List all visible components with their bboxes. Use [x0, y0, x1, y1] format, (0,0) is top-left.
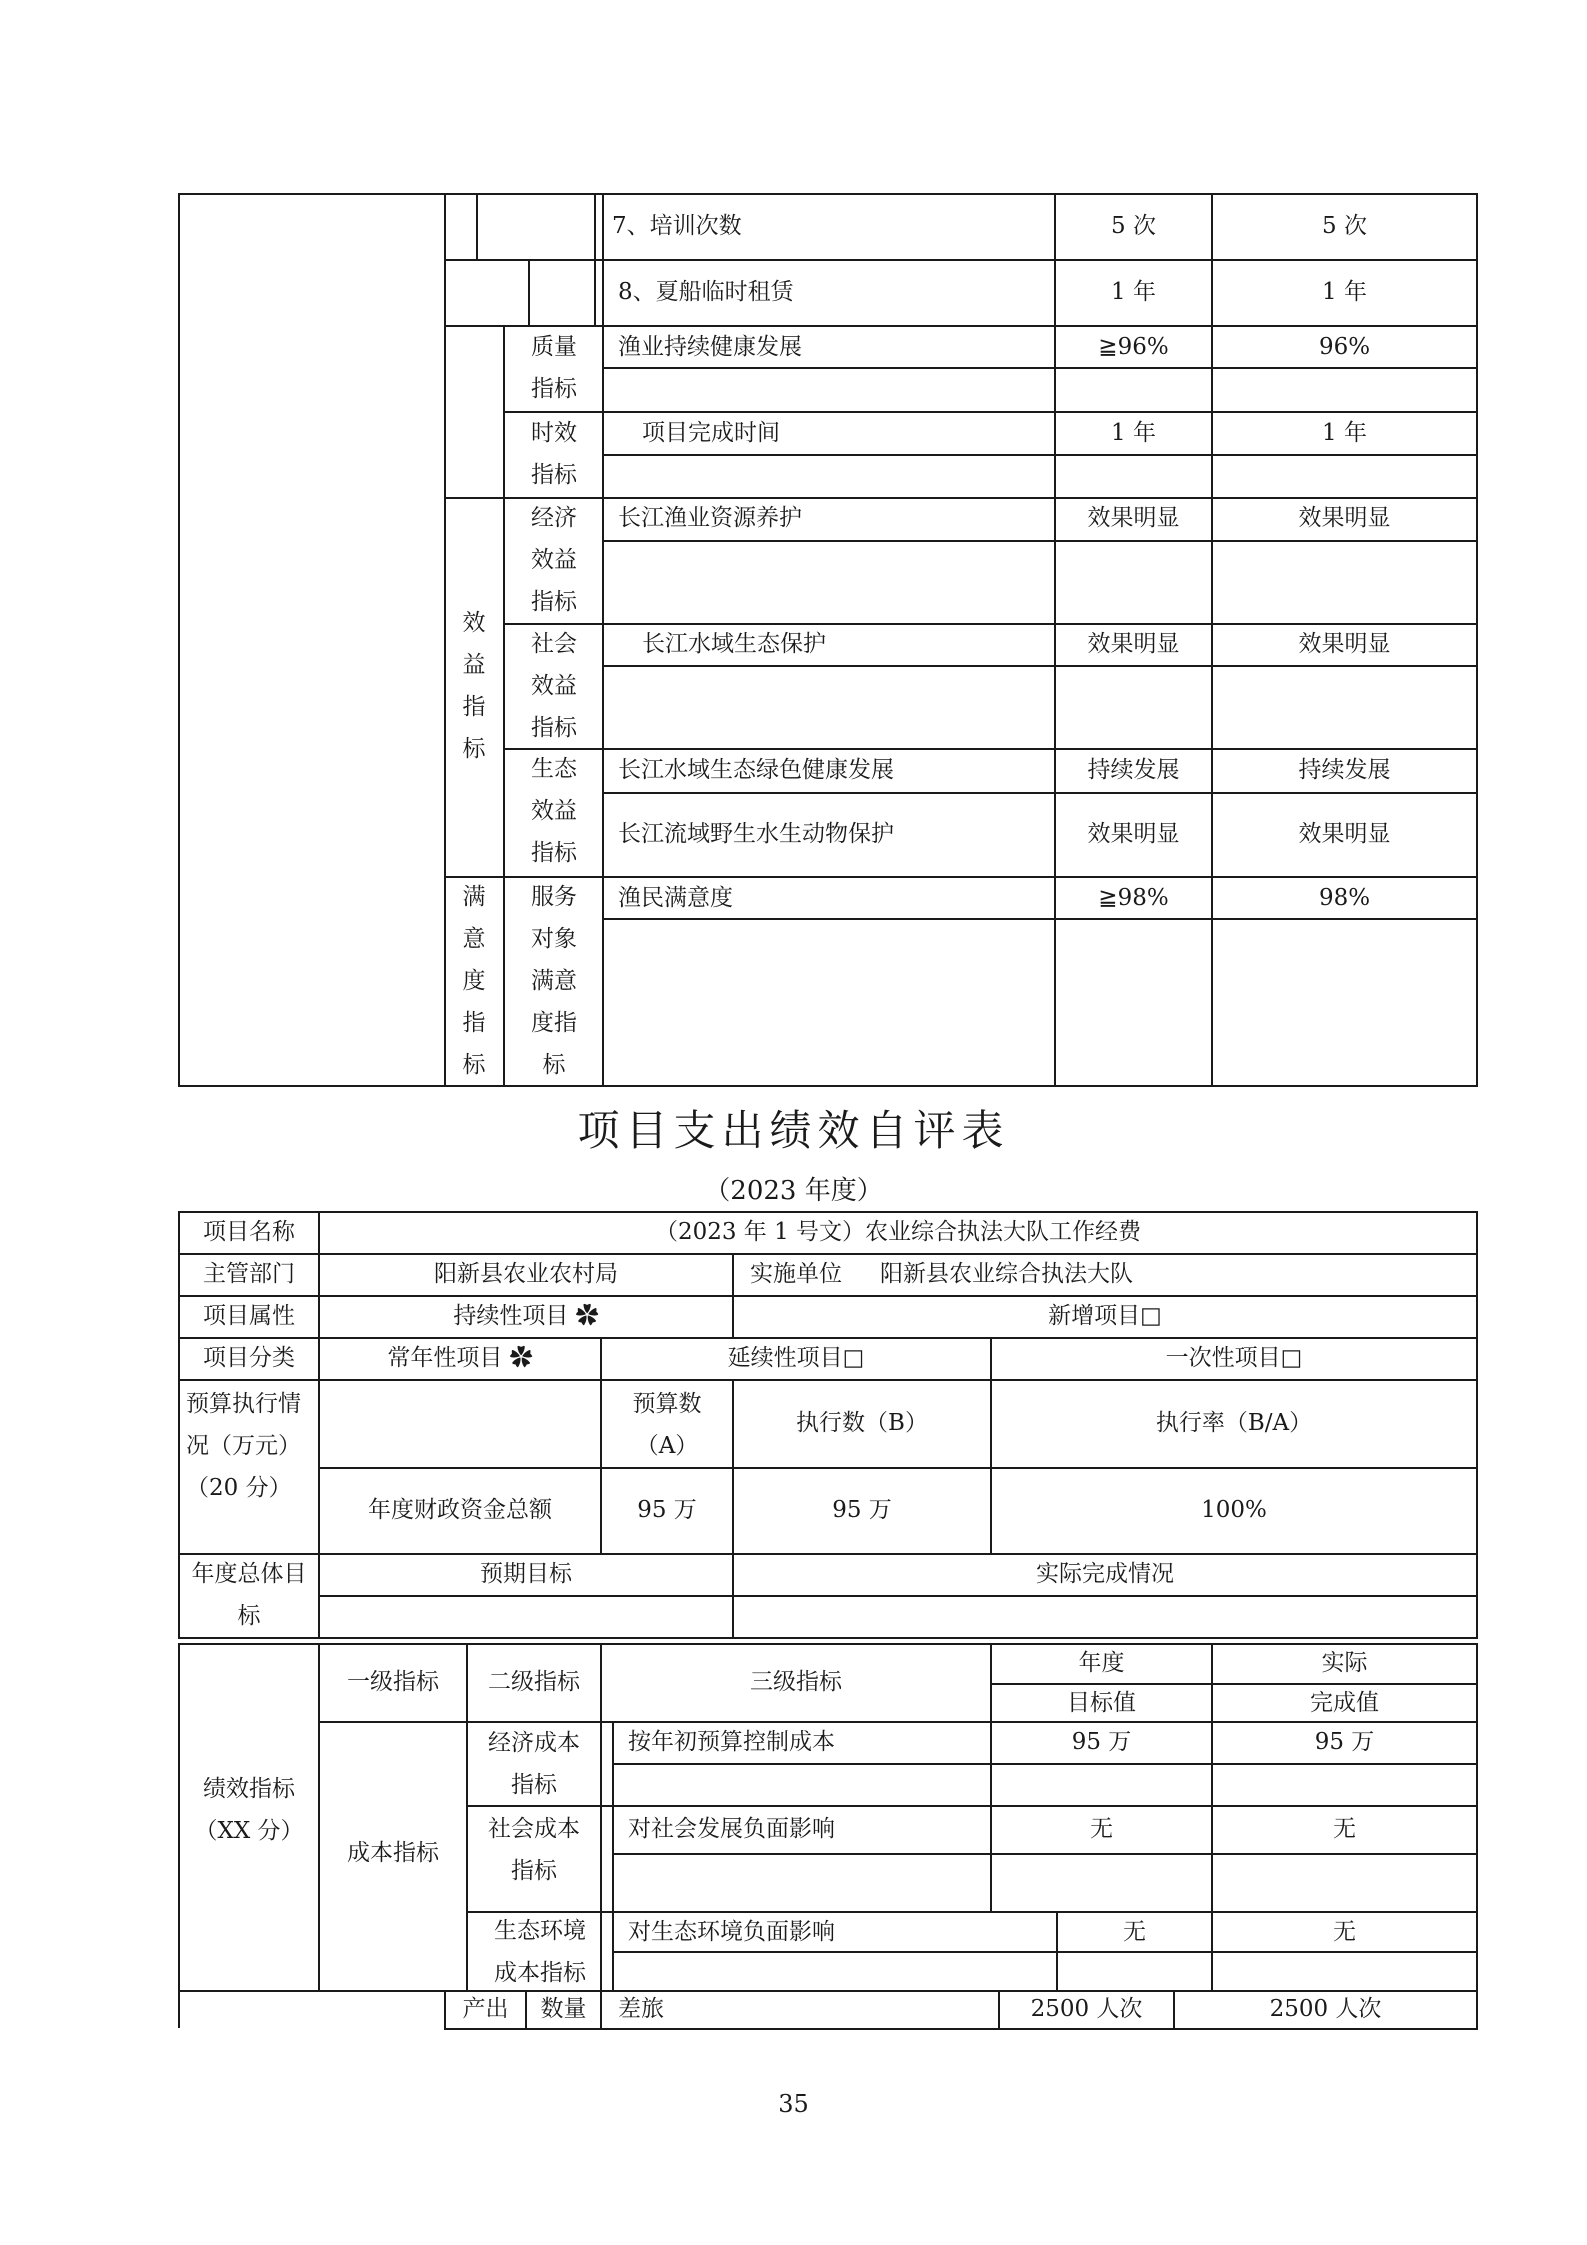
impl-label: 实施单位	[750, 1261, 842, 1287]
attr-label: 项目属性	[203, 1303, 295, 1329]
target-completion-time: 1 年	[1111, 420, 1156, 446]
actual-fisher-satisfaction: 98%	[1318, 885, 1371, 911]
indicator-training-count: 7、培训次数	[612, 213, 742, 239]
indicator-boat-rental: 8、夏船临时租赁	[618, 279, 794, 305]
cost-target-social: 无	[1090, 1816, 1113, 1842]
impl-value: 阳新县农业综合执法大队	[880, 1261, 1133, 1287]
cost-target-eco: 无	[1123, 1919, 1146, 1945]
exec-label: 执行数（B）	[796, 1410, 928, 1436]
eco-cost-label: 生态环境成本指标	[494, 1918, 586, 1986]
check-mark-icon: ✿	[575, 1303, 599, 1329]
quantity-label: 数量	[540, 1996, 587, 2022]
header-level3: 三级指标	[750, 1669, 842, 1695]
actual-boat-rental: 1 年	[1322, 279, 1367, 305]
level2-service: 服务对象满意度指标	[531, 884, 577, 1078]
dept-value: 阳新县农业农村局	[434, 1261, 618, 1287]
indicator-wildlife-protection: 长江流域野生水生动物保护	[618, 821, 894, 847]
expected-goal-label: 预期目标	[480, 1561, 572, 1587]
form-year: （2023 年度）	[704, 1176, 883, 1206]
level2-quality: 质量指标	[531, 334, 577, 402]
target-water-ecology: 效果明显	[1087, 631, 1180, 657]
travel-label: 差旅	[618, 1996, 664, 2022]
target-fisher-satisfaction: ≧98%	[1098, 885, 1169, 911]
header-target-1: 年度	[1078, 1650, 1125, 1676]
econ-cost-label: 经济成本指标	[488, 1730, 580, 1798]
header-level1: 一级指标	[347, 1669, 439, 1695]
fund-total-label: 年度财政资金总额	[368, 1497, 552, 1523]
level2-social: 社会效益指标	[531, 631, 577, 741]
target-boat-rental: 1 年	[1111, 279, 1156, 305]
indicator-green-development: 长江水域生态绿色健康发展	[618, 757, 894, 783]
check-mark-icon: ✿	[509, 1345, 533, 1371]
cost-actual-budget: 95 万	[1314, 1729, 1375, 1755]
indicator-water-ecology: 长江水域生态保护	[642, 631, 826, 657]
target-training-count: 5 次	[1111, 213, 1156, 239]
goal-label: 年度总体目标	[191, 1561, 307, 1629]
indicator-resource-conservation: 长江渔业资源养护	[618, 505, 802, 531]
cost-indicator-eco: 对生态环境负面影响	[628, 1919, 835, 1945]
output-label: 产出	[462, 1996, 509, 2022]
class-label: 项目分类	[203, 1345, 295, 1371]
rate-value: 100%	[1201, 1497, 1267, 1523]
actual-status-label: 实际完成情况	[1036, 1561, 1174, 1587]
actual-fishery-health: 96%	[1318, 334, 1371, 360]
project-name-label: 项目名称	[203, 1219, 295, 1245]
cost-target-budget: 95 万	[1071, 1729, 1132, 1755]
level2-economic: 经济效益指标	[531, 505, 577, 615]
class-once: 一次性项目□	[1165, 1345, 1303, 1371]
actual-completion-time: 1 年	[1322, 420, 1367, 446]
page-number: 35	[778, 2090, 809, 2118]
actual-green-development: 持续发展	[1298, 757, 1391, 783]
header-actual-2: 完成值	[1310, 1690, 1379, 1716]
budget-count-value: 95 万	[637, 1497, 697, 1523]
actual-training-count: 5 次	[1322, 213, 1367, 239]
project-name-value: （2023 年 1 号文）农业综合执法大队工作经费	[654, 1219, 1142, 1245]
travel-actual: 2500 人次	[1269, 1996, 1382, 2022]
indicator-fishery-health: 渔业持续健康发展	[618, 334, 802, 360]
level1-satisfaction: 满意度指标	[462, 884, 486, 1078]
target-wildlife-protection: 效果明显	[1087, 821, 1180, 847]
cost-indicator-social: 对社会发展负面影响	[628, 1816, 835, 1842]
rate-label: 执行率（B/A）	[1155, 1410, 1313, 1436]
budget-count-label: 预算数（A）	[632, 1391, 702, 1459]
dept-label: 主管部门	[203, 1261, 295, 1287]
exec-count-value: 95 万	[832, 1497, 892, 1523]
level2-ecological: 生态效益指标	[531, 756, 577, 866]
header-actual-1: 实际	[1321, 1650, 1368, 1676]
attr-continuing-label: 持续性项目	[453, 1303, 569, 1329]
actual-water-ecology: 效果明显	[1298, 631, 1391, 657]
travel-target: 2500 人次	[1030, 1996, 1143, 2022]
class-regular	[320, 1343, 600, 1373]
class-regular-label: 常年性项目	[387, 1345, 503, 1371]
class-extended: 延续性项目□	[727, 1345, 865, 1371]
target-green-development: 持续发展	[1087, 757, 1180, 783]
actual-resource-conservation: 效果明显	[1298, 505, 1391, 531]
level1-benefit: 效益指标	[462, 610, 486, 762]
attr-new: 新增项目□	[1048, 1303, 1162, 1329]
actual-wildlife-protection: 效果明显	[1298, 821, 1391, 847]
social-cost-label: 社会成本指标	[488, 1816, 580, 1884]
indicator-fisher-satisfaction: 渔民满意度	[618, 885, 733, 911]
cost-label: 成本指标	[347, 1840, 439, 1866]
form-title: 项目支出绩效自评表	[577, 1106, 1010, 1155]
budget-label: 预算执行情况（万元）（20 分）	[186, 1391, 301, 1501]
cost-actual-eco: 无	[1333, 1919, 1356, 1945]
level2-timeliness: 时效指标	[531, 420, 577, 488]
cost-actual-social: 无	[1333, 1816, 1356, 1842]
indicator-completion-time: 项目完成时间	[642, 420, 780, 446]
perf-label: 绩效指标（XX 分）	[194, 1776, 304, 1844]
cost-indicator-budget: 按年初预算控制成本	[628, 1729, 835, 1755]
target-resource-conservation: 效果明显	[1087, 505, 1180, 531]
header-target-2: 目标值	[1067, 1690, 1136, 1716]
target-fishery-health: ≧96%	[1098, 334, 1169, 360]
header-level2: 二级指标	[488, 1669, 580, 1695]
attr-continuing	[320, 1301, 732, 1331]
